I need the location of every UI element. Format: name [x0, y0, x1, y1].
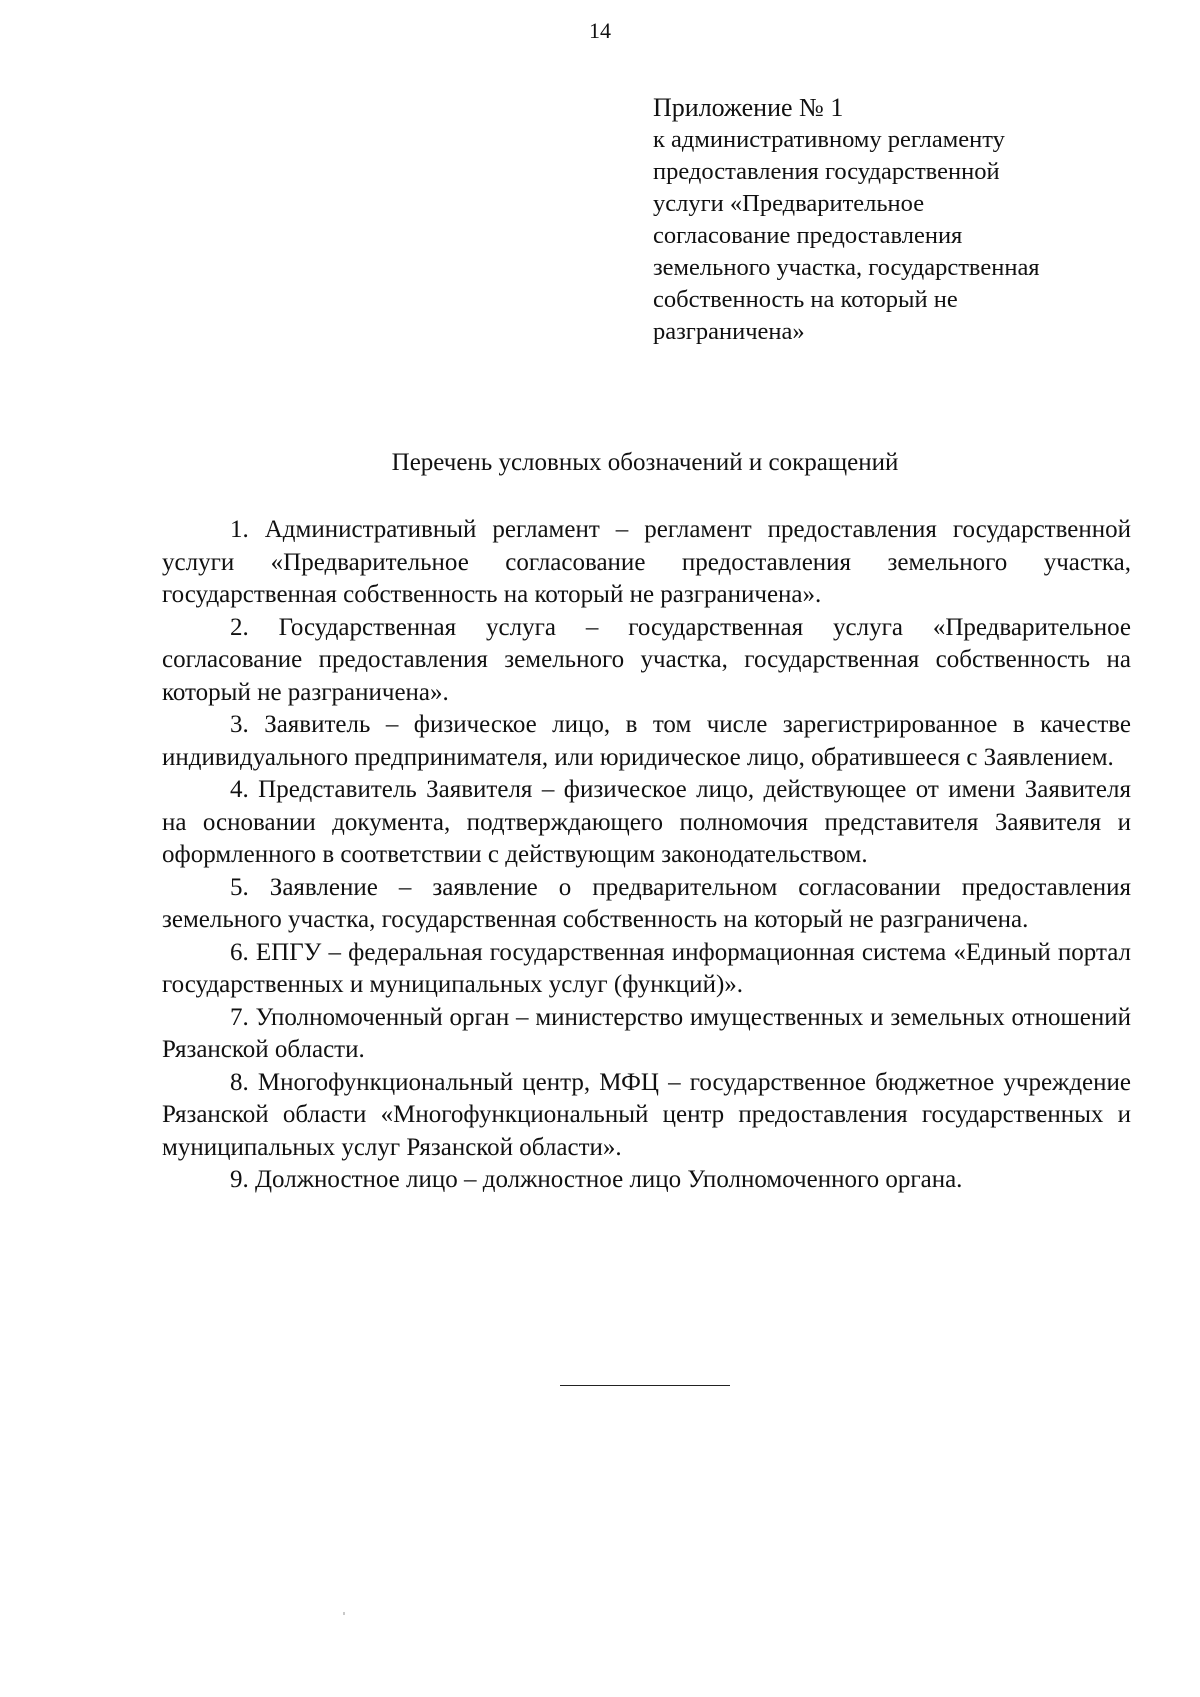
- term-text: Заявление – заявление о предварительном согласовании предоставления земельного участка, государственная собственность на который не разграничена.: [162, 873, 1132, 933]
- term-text: Многофункциональный центр, МФЦ – государственное бюджетное учреждение Рязанской области «Многофункциональный центр предоставления государственных и муниципальных услуг Рязанской области».: [162, 1068, 1131, 1161]
- term-number: 4.: [230, 776, 249, 803]
- terms-list: [162, 514, 1131, 1197]
- appendix-line: согласование предоставления: [653, 222, 963, 249]
- term-item: [162, 872, 1131, 937]
- term-number: 5.: [230, 873, 249, 901]
- term-item: [162, 1164, 1131, 1197]
- term-number: 2.: [230, 613, 249, 641]
- term-item: [162, 774, 1131, 872]
- list-heading: Перечень условных обозначений и сокращений: [391, 449, 899, 476]
- term-number: 9.: [230, 1166, 249, 1193]
- term-number: 7.: [230, 1003, 249, 1031]
- appendix-line: собственность на который не: [653, 286, 958, 313]
- term-number: 3.: [230, 711, 249, 738]
- scan-speck: [343, 1612, 345, 1615]
- term-number: 1.: [230, 516, 249, 543]
- appendix-title: Приложение № 1: [653, 93, 844, 122]
- term-item: [162, 709, 1131, 774]
- term-item: [162, 612, 1131, 710]
- appendix-line: к административному регламенту: [653, 126, 1005, 153]
- term-item: [162, 1067, 1131, 1165]
- appendix-line: услуги «Предварительное: [653, 190, 925, 217]
- term-item: [162, 937, 1131, 1002]
- appendix-line: разграничена»: [653, 318, 805, 345]
- term-text: Представитель Заявителя – физическое лицо, действующее от имени Заявителя на основании документа, подтверждающего полномочия представителя Заявителя и оформленного в соответствии с действующим законодательством.: [162, 776, 1132, 868]
- term-text: Уполномоченный орган – министерство имущественных и земельных отношений Рязанской области.: [162, 1003, 1131, 1063]
- closing-divider: [560, 1385, 730, 1386]
- term-item: [162, 1002, 1131, 1067]
- appendix-line: земельного участка, государственная: [653, 254, 1040, 281]
- term-text: ЕПГУ – федеральная государственная информационная система «Единый портал государственных и муниципальных услуг (функций)».: [162, 938, 1132, 998]
- page-number: 14: [589, 18, 611, 43]
- appendix-header: [653, 92, 1133, 348]
- term-number: 8.: [230, 1068, 249, 1096]
- term-text: Заявитель – физическое лицо, в том числе зарегистрированное в качестве индивидуального предпринимателя, или юридическое лицо, обратившееся с Заявлением.: [162, 711, 1132, 771]
- term-text: Государственная услуга – государственная услуга «Предварительное согласование предоставления земельного участка, государственная собственность на который не разграничена».: [162, 613, 1131, 706]
- term-text: Административный регламент – регламент предоставления государственной услуги «Предварительное согласование предоставления земельного участка, государственная собственность на который не разграничена».: [162, 516, 1132, 608]
- appendix-line: предоставления государственной: [653, 158, 1000, 185]
- term-number: 6.: [230, 938, 249, 966]
- term-text: Должностное лицо – должностное лицо Уполномоченного органа.: [255, 1166, 963, 1193]
- term-item: [162, 514, 1131, 612]
